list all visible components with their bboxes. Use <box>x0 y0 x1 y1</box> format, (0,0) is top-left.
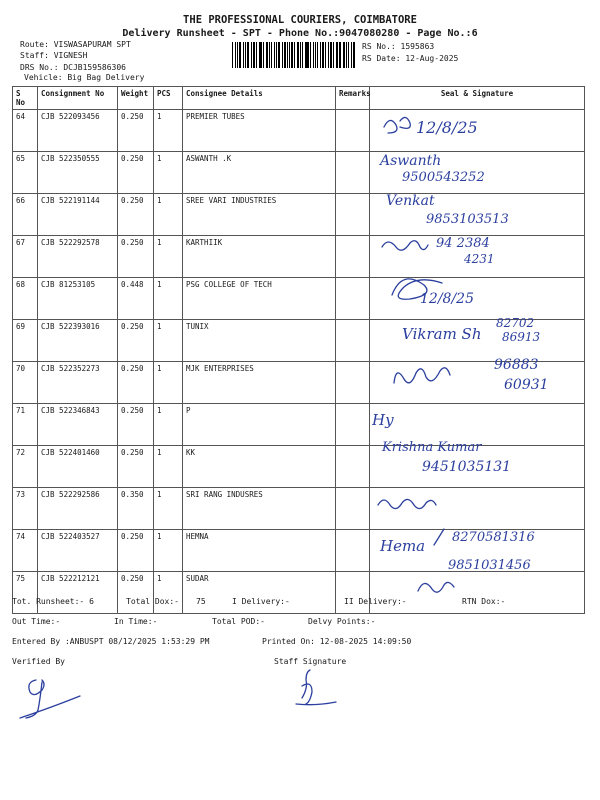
barcode-bar <box>289 42 290 68</box>
row-remarks <box>336 572 370 614</box>
staff-signature-label: Staff Signature <box>274 657 347 666</box>
row-remarks <box>336 110 370 152</box>
signature-74-slash <box>434 529 444 545</box>
row-consignment-no: CJB 522350555 <box>38 152 118 194</box>
row-sno: 74 <box>13 530 38 572</box>
row-consignee: SREE VARI INDUSTRIES <box>183 194 336 236</box>
row-consignment-no: CJB 522093456 <box>38 110 118 152</box>
row-remarks <box>336 488 370 530</box>
signature-71: Hy <box>372 411 394 429</box>
row-consignee: P <box>183 404 336 446</box>
barcode-bar <box>320 42 321 68</box>
col-header-signature: Seal & Signature <box>370 87 585 110</box>
row-consignee: KK <box>183 446 336 488</box>
barcode <box>232 42 356 68</box>
row-consignee: KARTHIIK <box>183 236 336 278</box>
tot-runsheet: Tot. Runsheet:- 6 <box>12 597 94 606</box>
row-remarks <box>336 530 370 572</box>
barcode-bar <box>269 42 270 68</box>
row-consignment-no: CJB 522292586 <box>38 488 118 530</box>
row-weight: 0.250 <box>118 446 154 488</box>
row-consignee: ASWANTH .K <box>183 152 336 194</box>
row-consignment-no: CJB 522352273 <box>38 362 118 404</box>
barcode-bar <box>306 42 308 68</box>
signature-65-name: Aswanth <box>380 153 442 169</box>
row-consignment-no: CJB 522292578 <box>38 236 118 278</box>
row-weight: 0.350 <box>118 488 154 530</box>
row-weight: 0.250 <box>118 362 154 404</box>
barcode-bar <box>259 42 260 68</box>
barcode-bar <box>348 42 349 68</box>
row-sno: 71 <box>13 404 38 446</box>
barcode-bar <box>313 42 314 68</box>
barcode-bar <box>340 42 341 68</box>
barcode-bar <box>263 42 264 68</box>
total-dox-label: Total Dox:- <box>126 597 179 606</box>
barcode-bar <box>325 42 326 68</box>
row-sno: 73 <box>13 488 38 530</box>
row-pcs: 1 <box>154 446 183 488</box>
barcode-bar <box>333 42 334 68</box>
barcode-bar <box>253 42 255 68</box>
barcode-bar <box>351 42 352 68</box>
barcode-bar <box>243 42 244 68</box>
row-pcs: 1 <box>154 572 183 614</box>
barcode-bar <box>353 42 355 68</box>
signature-64-date: 12/8/25 <box>416 118 478 137</box>
barcode-bar <box>305 42 306 68</box>
barcode-bar <box>260 42 261 68</box>
row-weight: 0.250 <box>118 152 154 194</box>
signature-72-phone: 9451035131 <box>422 459 512 475</box>
signature-68-date: 12/8/25 <box>420 291 474 307</box>
ii-delivery: II Delivery:- <box>344 597 407 606</box>
signature-65-phone: 9500543252 <box>402 170 485 185</box>
row-consignment-no: CJB 522393016 <box>38 320 118 362</box>
barcode-bar <box>245 42 246 68</box>
barcode-bar <box>310 42 311 68</box>
row-consignee: SRI RANG INDUSRES <box>183 488 336 530</box>
delvy-points: Delvy Points:- <box>308 617 376 626</box>
verifier-signature <box>14 672 94 722</box>
row-weight: 0.250 <box>118 404 154 446</box>
col-header-consignment: Consignment No <box>38 87 118 110</box>
row-weight: 0.250 <box>118 194 154 236</box>
row-pcs: 1 <box>154 488 183 530</box>
col-header-pcs: PCS <box>154 87 183 110</box>
row-consignment-no: CJB 522346843 <box>38 404 118 446</box>
row-consignee: SUDAR <box>183 572 336 614</box>
barcode-bar <box>256 42 257 68</box>
barcode-bar <box>300 42 301 68</box>
row-sno: 64 <box>13 110 38 152</box>
barcode-bar <box>247 42 248 68</box>
row-remarks <box>336 236 370 278</box>
barcode-bar <box>239 42 241 68</box>
signature-72-name: Krishna Kumar <box>382 440 482 455</box>
out-time: Out Time:- <box>12 617 61 626</box>
barcode-bar <box>274 42 275 68</box>
col-header-consignee: Consignee Details <box>183 87 336 110</box>
barcode-bar <box>235 42 236 68</box>
row-remarks <box>336 320 370 362</box>
signature-70-scribble <box>394 368 450 383</box>
row-remarks <box>336 194 370 236</box>
verified-by-label: Verified By <box>12 657 65 666</box>
signature-74-phone: 8270581316 <box>452 530 535 545</box>
signature-75-phone: 9851031456 <box>448 558 531 573</box>
row-consignment-no: CJB 522403527 <box>38 530 118 572</box>
barcode-bar <box>346 42 347 68</box>
row-consignee: MJK ENTERPRISES <box>183 362 336 404</box>
col-header-sno: S No <box>13 87 38 110</box>
barcode-bar <box>330 42 331 68</box>
rs-number: RS No.: 1595863 <box>362 42 435 51</box>
total-pod: Total POD:- <box>212 617 265 626</box>
row-pcs: 1 <box>154 194 183 236</box>
barcode-bar <box>315 42 316 68</box>
row-consignment-no: CJB 522401460 <box>38 446 118 488</box>
signature-75-scribble <box>418 582 454 592</box>
barcode-bar <box>282 42 283 68</box>
i-delivery: I Delivery:- <box>232 597 290 606</box>
row-sno: 72 <box>13 446 38 488</box>
row-remarks <box>336 446 370 488</box>
barcode-bar <box>278 42 280 68</box>
signature-67-number-b: 4231 <box>464 252 495 266</box>
row-remarks <box>336 278 370 320</box>
barcode-bar <box>343 42 344 68</box>
row-remarks <box>336 152 370 194</box>
row-consignment-no: CJB 522191144 <box>38 194 118 236</box>
in-time: In Time:- <box>114 617 158 626</box>
barcode-bar <box>328 42 329 68</box>
barcode-bar <box>291 42 293 68</box>
total-dox-value: 75 <box>196 597 206 606</box>
barcode-bar <box>271 42 272 68</box>
barcode-bar <box>302 42 303 68</box>
route-label: Route: VISWASAPURAM SPT <box>20 40 131 49</box>
row-remarks <box>336 362 370 404</box>
row-pcs: 1 <box>154 152 183 194</box>
vehicle-label: Vehicle: Big Bag Delivery <box>24 73 145 82</box>
row-weight: 0.250 <box>118 530 154 572</box>
staff-label: Staff: VIGNESH <box>20 51 88 60</box>
barcode-bar <box>284 42 285 68</box>
entered-by: Entered By :ANBUSPT 08/12/2025 1:53:29 PM <box>12 637 210 646</box>
row-sno: 68 <box>13 278 38 320</box>
col-header-remarks: Remarks <box>336 87 370 110</box>
signatures-overlay <box>372 99 584 595</box>
row-consignment-no: CJB 522212121 <box>38 572 118 614</box>
row-weight: 0.250 <box>118 110 154 152</box>
row-pcs: 1 <box>154 278 183 320</box>
barcode-bar <box>322 42 324 68</box>
barcode-bar <box>266 42 268 68</box>
signature-69-number-a: 82702 <box>496 316 535 330</box>
row-consignee: PSG COLLEGE OF TECH <box>183 278 336 320</box>
rtn-dox: RTN Dox:- <box>462 597 506 606</box>
row-weight: 0.250 <box>118 320 154 362</box>
row-weight: 0.448 <box>118 278 154 320</box>
row-weight: 0.250 <box>118 572 154 614</box>
row-consignee: HEMNA <box>183 530 336 572</box>
runsheet-subtitle: Delivery Runsheet - SPT - Phone No.:9047080280 - Page No.:6 <box>122 28 478 39</box>
row-sno: 69 <box>13 320 38 362</box>
col-header-weight: Weight <box>118 87 154 110</box>
barcode-bar <box>287 42 288 68</box>
barcode-bar <box>339 42 340 68</box>
barcode-bar <box>237 42 238 68</box>
barcode-bar <box>251 42 252 68</box>
rs-date: RS Date: 12-Aug-2025 <box>362 54 459 63</box>
signature-66-phone: 9853103513 <box>426 212 509 227</box>
signature-64-scribble <box>384 117 410 133</box>
row-pcs: 1 <box>154 110 183 152</box>
signature-69-name: Vikram Sh <box>402 325 482 343</box>
row-weight: 0.250 <box>118 236 154 278</box>
signature-67-number-a: 94 2384 <box>436 236 490 251</box>
row-consignee: TUNIX <box>183 320 336 362</box>
row-remarks <box>336 404 370 446</box>
company-title: THE PROFESSIONAL COURIERS, COIMBATORE <box>183 14 417 26</box>
row-consignment-no: CJB 81253105 <box>38 278 118 320</box>
signature-70-number-b: 60931 <box>504 377 549 393</box>
signature-74-name: Hema <box>380 537 426 555</box>
row-sno: 67 <box>13 236 38 278</box>
barcode-bar <box>294 42 295 68</box>
barcode-bar <box>317 42 318 68</box>
row-pcs: 1 <box>154 404 183 446</box>
signature-70-number-a: 96883 <box>494 357 539 373</box>
barcode-bar <box>336 42 338 68</box>
barcode-bar <box>232 42 233 68</box>
row-pcs: 1 <box>154 530 183 572</box>
row-sno: 65 <box>13 152 38 194</box>
signature-69-number-b: 86913 <box>502 330 541 344</box>
row-pcs: 1 <box>154 362 183 404</box>
signature-73-scribble <box>378 499 436 508</box>
row-sno: 66 <box>13 194 38 236</box>
row-sno: 75 <box>13 572 38 614</box>
drs-number: DRS No.: DCJB159586306 <box>20 63 126 72</box>
barcode-bar <box>276 42 277 68</box>
row-sno: 70 <box>13 362 38 404</box>
barcode-bar <box>297 42 298 68</box>
row-consignee: PREMIER TUBES <box>183 110 336 152</box>
row-pcs: 1 <box>154 320 183 362</box>
printed-on: Printed On: 12-08-2025 14:09:50 <box>262 637 412 646</box>
signature-67-scribble <box>382 241 428 250</box>
staff-signature <box>292 664 362 714</box>
signature-66-name: Venkat <box>386 193 435 209</box>
row-pcs: 1 <box>154 236 183 278</box>
